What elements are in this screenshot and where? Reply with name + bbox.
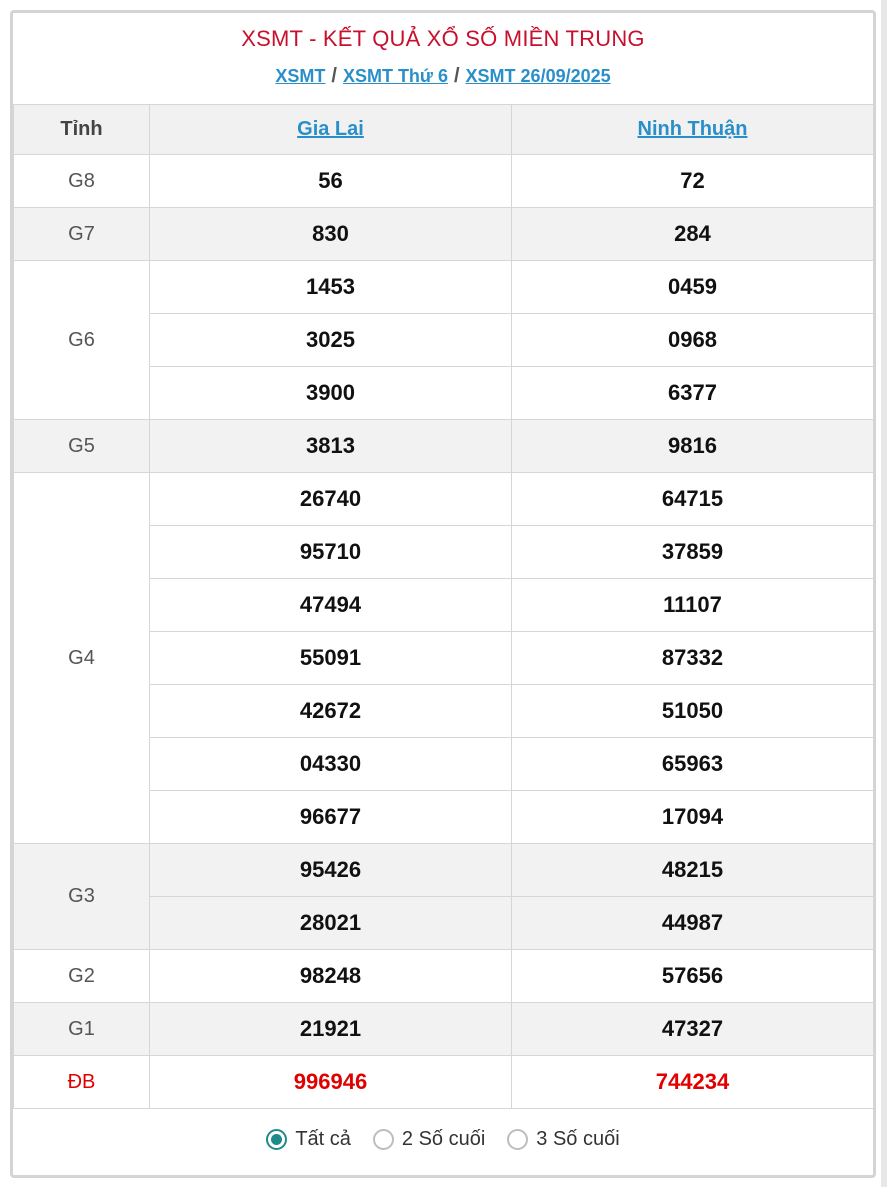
province-column-header: Tỉnh xyxy=(14,105,150,155)
province-link-ninh-thuan[interactable]: Ninh Thuận xyxy=(637,118,748,140)
filter-option-last-2[interactable] xyxy=(373,1128,485,1151)
prize-number: 47327 xyxy=(512,1003,874,1056)
table-header-row xyxy=(14,105,874,155)
results-table xyxy=(13,104,874,1109)
prize-number: 830 xyxy=(150,208,512,261)
prize-number: 3025 xyxy=(150,314,512,367)
prize-number: 44987 xyxy=(512,897,874,950)
province-header-ninh-thuan xyxy=(512,105,874,155)
prize-number: 11107 xyxy=(512,579,874,632)
prize-number: 9816 xyxy=(512,420,874,473)
prize-number: 64715 xyxy=(512,473,874,526)
prize-number: 72 xyxy=(512,155,874,208)
breadcrumb-link-xsmt[interactable]: XSMT xyxy=(275,66,326,86)
filter-label: Tất cả xyxy=(295,1128,351,1150)
table-row xyxy=(14,208,874,261)
prize-label: G7 xyxy=(14,208,150,261)
filter-option-all[interactable] xyxy=(266,1128,351,1151)
prize-number: 0968 xyxy=(512,314,874,367)
prize-number: 51050 xyxy=(512,685,874,738)
prize-number: 3813 xyxy=(150,420,512,473)
radio-icon[interactable] xyxy=(266,1129,287,1150)
table-row xyxy=(14,950,874,1003)
prize-label: G1 xyxy=(14,1003,150,1056)
prize-number: 6377 xyxy=(512,367,874,420)
prize-number: 3900 xyxy=(150,367,512,420)
prize-number: 1453 xyxy=(150,261,512,314)
prize-number: 65963 xyxy=(512,738,874,791)
table-row xyxy=(14,1003,874,1056)
prize-number: 17094 xyxy=(512,791,874,844)
prize-label: G6 xyxy=(14,261,150,420)
breadcrumb-link-date[interactable]: XSMT 26/09/2025 xyxy=(465,66,611,86)
prize-number: 48215 xyxy=(512,844,874,897)
results-body xyxy=(14,155,874,1109)
prize-number: 996946 xyxy=(150,1056,512,1109)
prize-label: G8 xyxy=(14,155,150,208)
filter-label: 3 Số cuối xyxy=(536,1128,620,1150)
prize-label: G4 xyxy=(14,473,150,844)
table-row xyxy=(14,1056,874,1109)
prize-number: 56 xyxy=(150,155,512,208)
prize-number: 87332 xyxy=(512,632,874,685)
prize-number: 47494 xyxy=(150,579,512,632)
prize-number: 57656 xyxy=(512,950,874,1003)
prize-number: 04330 xyxy=(150,738,512,791)
breadcrumb-link-friday[interactable]: XSMT Thứ 6 xyxy=(342,66,448,86)
prize-number: 42672 xyxy=(150,685,512,738)
prize-number: 21921 xyxy=(150,1003,512,1056)
prize-label: G5 xyxy=(14,420,150,473)
table-row xyxy=(14,155,874,208)
prize-number: 96677 xyxy=(150,791,512,844)
prize-number: 284 xyxy=(512,208,874,261)
filter-label: 2 Số cuối xyxy=(401,1128,486,1150)
province-link-gia-lai[interactable]: Gia Lai xyxy=(297,118,364,140)
prize-number: 95426 xyxy=(150,844,512,897)
prize-number: 744234 xyxy=(512,1056,874,1109)
table-row xyxy=(14,420,874,473)
table-row xyxy=(14,261,874,314)
table-row xyxy=(14,473,874,526)
radio-icon[interactable] xyxy=(507,1129,528,1150)
province-header-gia-lai xyxy=(150,105,512,155)
prize-number: 37859 xyxy=(512,526,874,579)
radio-icon[interactable] xyxy=(373,1129,394,1150)
digit-filter xyxy=(13,1109,873,1170)
prize-number: 28021 xyxy=(150,897,512,950)
scrollbar[interactable] xyxy=(881,0,887,1187)
filter-option-last-3[interactable] xyxy=(507,1128,619,1151)
prize-label: G2 xyxy=(14,950,150,1003)
prize-label: ĐB xyxy=(14,1056,150,1109)
prize-number: 0459 xyxy=(512,261,874,314)
table-row xyxy=(14,844,874,897)
prize-number: 55091 xyxy=(150,632,512,685)
results-panel xyxy=(10,10,876,1178)
breadcrumb-separator: / xyxy=(453,65,460,87)
breadcrumb-separator: / xyxy=(331,65,337,87)
prize-number: 95710 xyxy=(150,526,512,579)
prize-number: 26740 xyxy=(150,473,512,526)
results-header xyxy=(13,13,873,104)
page-title: XSMT - KẾT QUẢ XỔ SỐ MIỀN TRUNG xyxy=(241,26,645,51)
prize-number: 98248 xyxy=(150,950,512,1003)
breadcrumb xyxy=(13,65,873,88)
prize-label: G3 xyxy=(14,844,150,950)
